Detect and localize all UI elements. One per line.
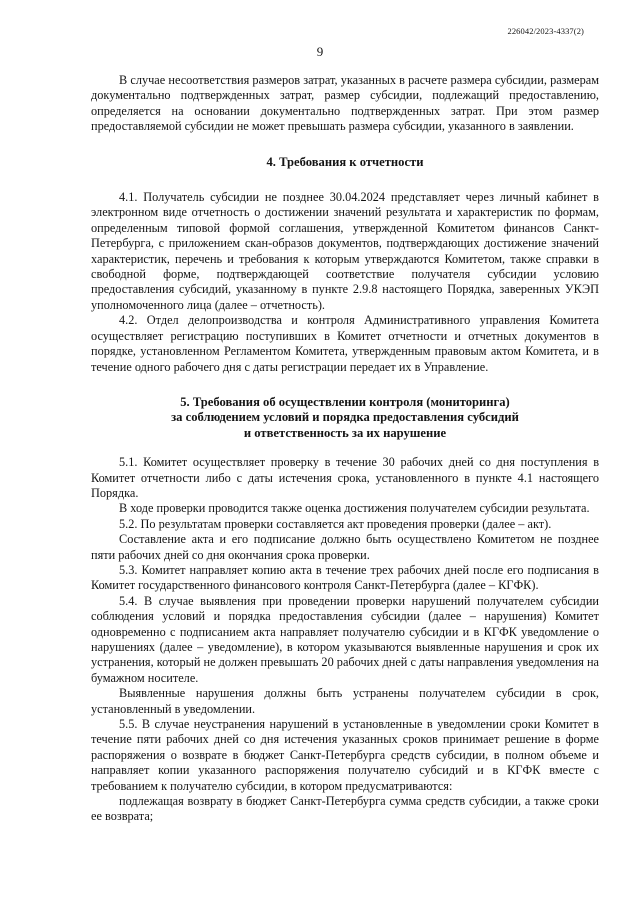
paragraph-5-5-item: подлежащая возврату в бюджет Санкт-Петербурга сумма средств субсидии, а также сроки ее возврата;	[91, 794, 599, 824]
paragraph-5-1: 5.1. Комитет осуществляет проверку в течение 30 рабочих дней со дня поступления в Комитет отчетности либо с даты истечения срока, установленного в пункте 4.1 настоящего Порядка.	[91, 455, 599, 500]
page-number: 9	[316, 44, 324, 59]
paragraph-5-2: 5.2. По результатам проверки составляется акт проведения проверки (далее – акт).	[119, 516, 552, 531]
document-number: 226042/2023-4337(2)	[507, 26, 584, 36]
document-body	[91, 73, 599, 825]
paragraph-5-4-deadline: Выявленные нарушения должны быть устранены получателем субсидии в срок, установленный в уведомлении.	[91, 686, 599, 716]
section-5-title-line-1: 5. Требования об осуществлении контроля (мониторинга)	[180, 394, 510, 409]
section-5-title-line-2: за соблюдением условий и порядка предоставления субсидий	[171, 410, 519, 425]
paragraph-intro: В случае несоответствия размеров затрат, указанных в расчете размера субсидии, размерам документально подтвержденных затрат, размер субсидии, подлежащий предоставлению, определяется на основании документально подтвержденных затрат. При этом размер предоставляемой субсидии не может превышать размера субсидии, указанного в заявлении.	[91, 73, 599, 134]
paragraph-5-4: 5.4. В случае выявления при проведении проверки нарушений получателем субсидии соблюдения условий и порядка предоставления субсидии (далее – нарушения) Комитет одновременно с подписанием акта направляет получателю субсидии и в КГФК уведомление о нарушениях (далее – уведомление), в котором указываются выявленные нарушения и срок их устранения, который не должен превышать 20 рабочих дней с даты направления уведомления на бумажном носителе.	[91, 593, 599, 685]
paragraph-4-2: 4.2. Отдел делопроизводства и контроля Административного управления Комитета осуществляет регистрацию поступивших в Комитет отчетности и отчетных документов в порядке, установленном Регламентом Комитета, утвержденным правовым актом Комитета, и в течение одного рабочего дня с даты регистрации передает их в Управление.	[91, 313, 599, 374]
section-4-title: 4. Требования к отчетности	[266, 154, 424, 169]
paragraph-5-3: 5.3. Комитет направляет копию акта в течение трех рабочих дней после его подписания в Комитет государственного финансового контроля Санкт-Петербурга (далее – КГФК).	[91, 562, 599, 593]
paragraph-4-1: 4.1. Получатель субсидии не позднее 30.04.2024 представляет через личный кабинет в электронном виде отчетность о достижении значений результата и характеристик по формам, определенным типовой формой соглашения, утвержденной Комитетом финансов Санкт-Петербурга, с приложением скан-образов документов, подтверждающих достижение значений характеристик, перечень и требования к которым утверждаются Комитетом, также справки в свободной форме, подтверждающей соответствие получателя субсидии условию предоставления субсидий, указанному в пункте 2.9.8 настоящего Порядка, заверенных УКЭП уполномоченного лица (далее – отчетность).	[91, 190, 599, 312]
section-5-title-line-3: и ответственность за их нарушение	[243, 425, 447, 440]
paragraph-5-5: 5.5. В случае неустранения нарушений в установленные в уведомлении сроки Комитет в течение пяти рабочих дней со дня истечения указанных сроков принимает решение в форме распоряжения о возврате в бюджет Санкт-Петербурга средств субсидии, в полном объеме и направляет копии указанного распоряжения получателю субсидий и в КГФК вместе с требованием к получателю субсидии, в котором предусматриваются:	[91, 717, 599, 793]
paragraph-5-1-assessment: В ходе проверки проводится также оценка достижения получателем субсидии результата.	[119, 501, 590, 516]
paragraph-5-2-signing: Составление акта и его подписание должно быть осуществлено Комитетом не позднее пяти рабочих дней со дня окончания срока проверки.	[91, 532, 599, 562]
